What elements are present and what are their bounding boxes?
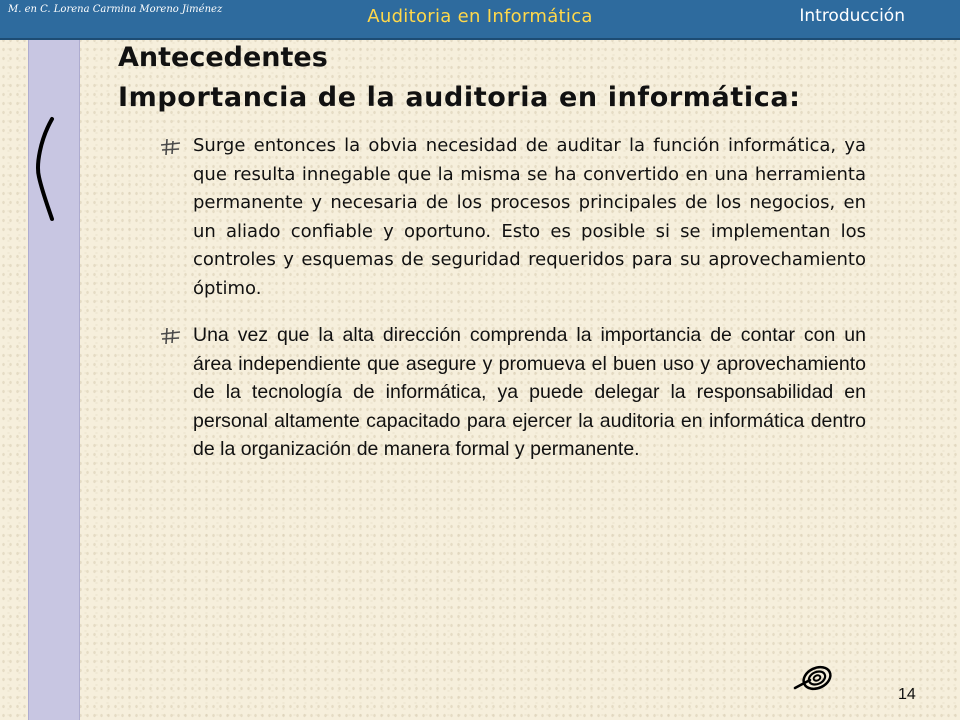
header-bar	[0, 0, 960, 40]
bullet-icon	[160, 138, 182, 156]
spiral-icon[interactable]	[790, 660, 836, 696]
section-title: Introducción	[799, 6, 905, 26]
page-number: 14	[898, 686, 916, 703]
bullet-item	[160, 321, 866, 464]
slide-title: Antecedentes	[118, 42, 328, 73]
bullet-text: Una vez que la alta dirección comprenda la importancia de contar con un área independiente que asegure y promueva el buen uso y aprovechamiento de la tecnología de informática, ya puede delegar la responsabilidad en personal altamente capacitado para ejercer la auditoria en informática dentro de la organización de manera formal y permanente.	[193, 324, 866, 460]
bullet-icon	[160, 327, 182, 345]
slide-subtitle: Importancia de la auditoria en informática:	[118, 82, 801, 113]
author-name: M. en C. Lorena Carmina Moreno Jiménez	[8, 4, 223, 15]
bullet-text: Surge entonces la obvia necesidad de auditar la función informática, ya que resulta innegable que la misma se ha convertido en una herramienta permanente y necesaria de los procesos principales de los negocios, en un aliado confiable y oportuno. Esto es posible si se implementan los controles y esquemas de seguridad requeridos para su aprovechamiento óptimo.	[193, 135, 866, 299]
bracket-icon	[30, 115, 60, 225]
course-title: Auditoria en Informática	[367, 6, 593, 27]
bullet-item	[160, 132, 866, 303]
bullet-list	[160, 132, 866, 464]
